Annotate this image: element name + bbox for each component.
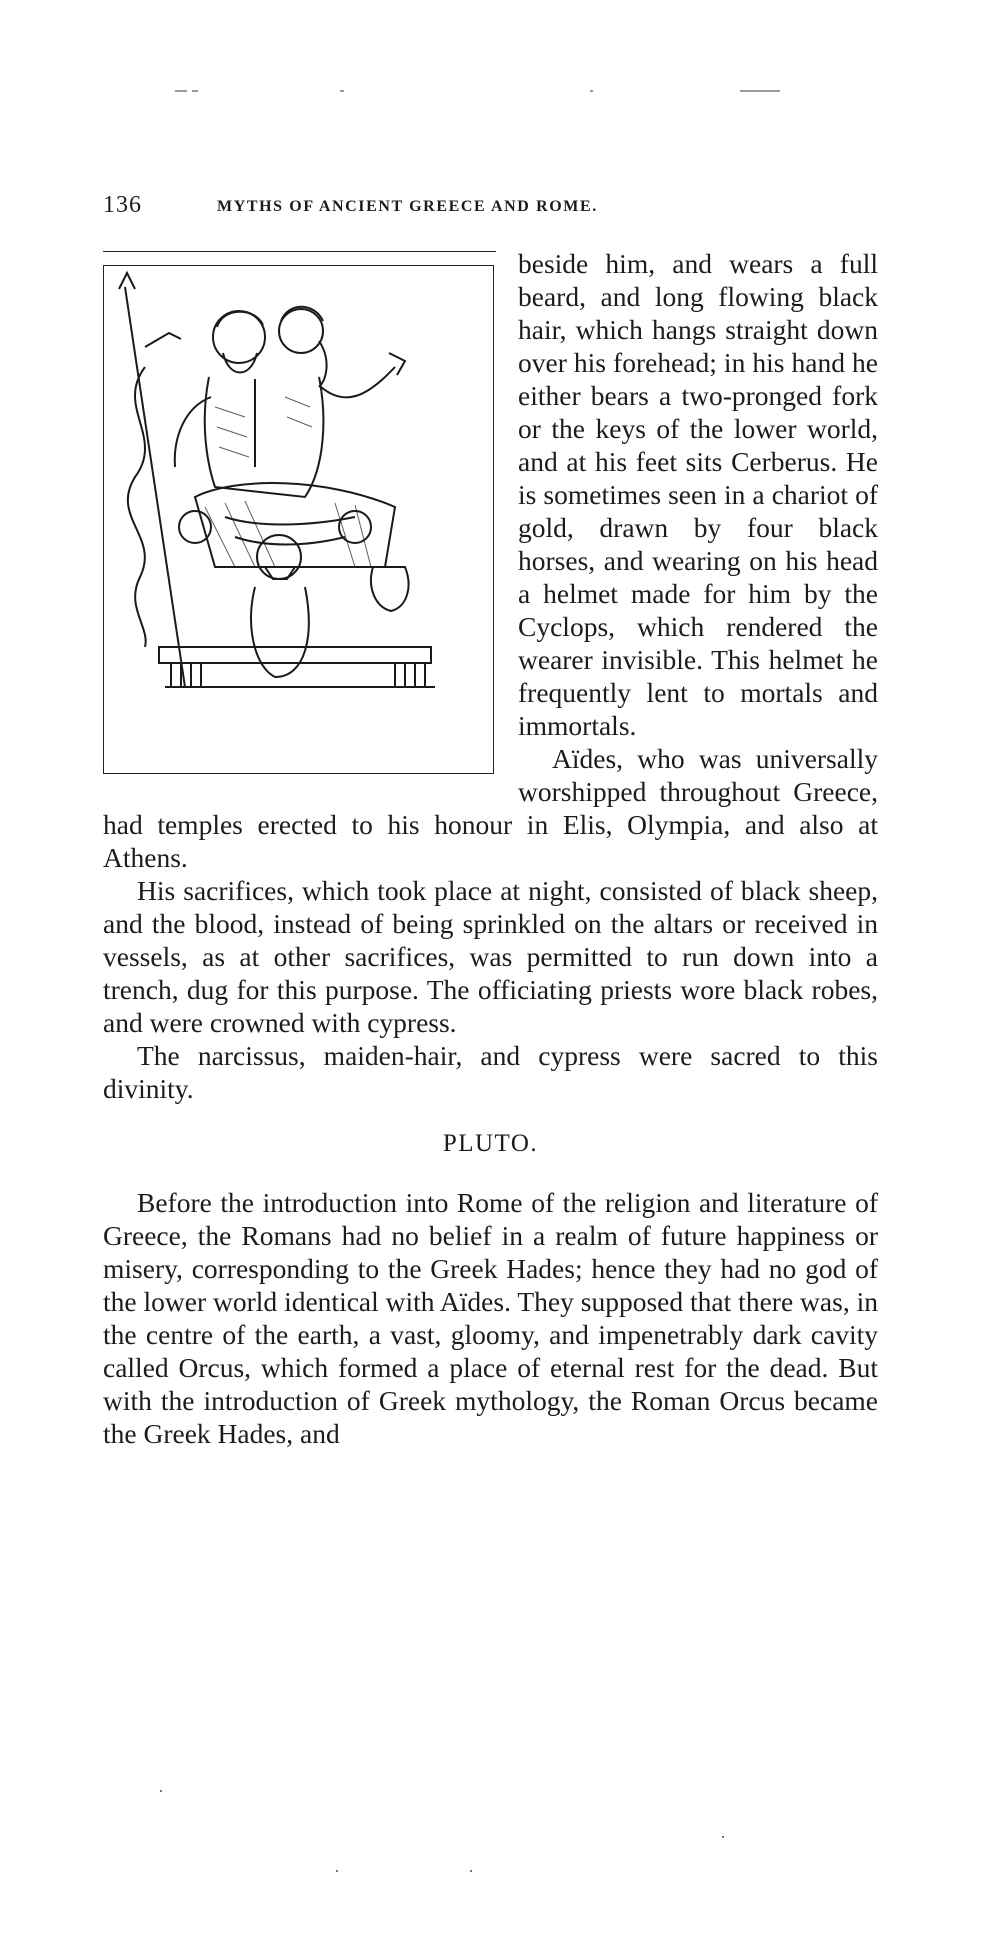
hades-persephone-illustration-icon <box>105 267 493 773</box>
scan-dot <box>336 1870 338 1872</box>
scan-dot <box>470 1870 472 1872</box>
section-heading-pluto: PLUTO. <box>442 1130 539 1157</box>
page-body <box>103 247 878 1450</box>
running-title: MYTHS OF ANCIENT GREECE AND ROME. <box>217 198 598 215</box>
paragraph-0-text: beside him, and wears a full beard, and long flowing black hair, which hangs straight down over his forehead; in his hand he either bears a two-pronged fork or the keys of the lower world, and at his feet sits Cerberus. He is sometimes seen in a chariot of gold, drawn by four black horses, and wearing on his head a helmet made for him by the Cyclops, which rendered the wearer invisible. This helmet he frequently lent to mortals and immortals. <box>518 248 878 741</box>
paragraph-2: His sacrifices, which took place at night, consisted of black sheep, and the blood, instead of being sprinkled on the altars or received in vessels, as at other sacrifices, was permitted to run down into a trench, dug for this purpose. The officiating priests wore black robes, and were crowned with cypress. <box>103 875 878 1038</box>
page-header <box>103 192 875 222</box>
illustration-figure <box>103 251 496 776</box>
paragraph-1: Aïdes, who was universally worshipped throughout Greece, had temples erected to his honour in Elis, Olympia, and also at Athens. <box>103 743 878 873</box>
scan-dot <box>160 1790 162 1792</box>
scan-specks <box>0 90 1000 94</box>
paragraph-continuation <box>103 247 878 742</box>
figure-top-rule <box>103 251 496 252</box>
pluto-paragraph-0: Before the introduction into Rome of the religion and literature of Greece, the Romans had no belief in a realm of future happiness or misery, corresponding to the Greek Hades; hence they had no god of the lower world identical with Aïdes. They supposed that there was, in the centre of the earth, a vast, gloomy, and impenetrably dark cavity called Orcus, which formed a place of eternal rest for the dead. But with the introduction of Greek mythology, the Roman Orcus became the Greek Hades, and <box>103 1187 878 1449</box>
paragraph-3: The narcissus, maiden-hair, and cypress were sacred to this divinity. <box>103 1040 878 1104</box>
scan-dot <box>722 1836 724 1838</box>
page-number: 136 <box>103 192 142 218</box>
